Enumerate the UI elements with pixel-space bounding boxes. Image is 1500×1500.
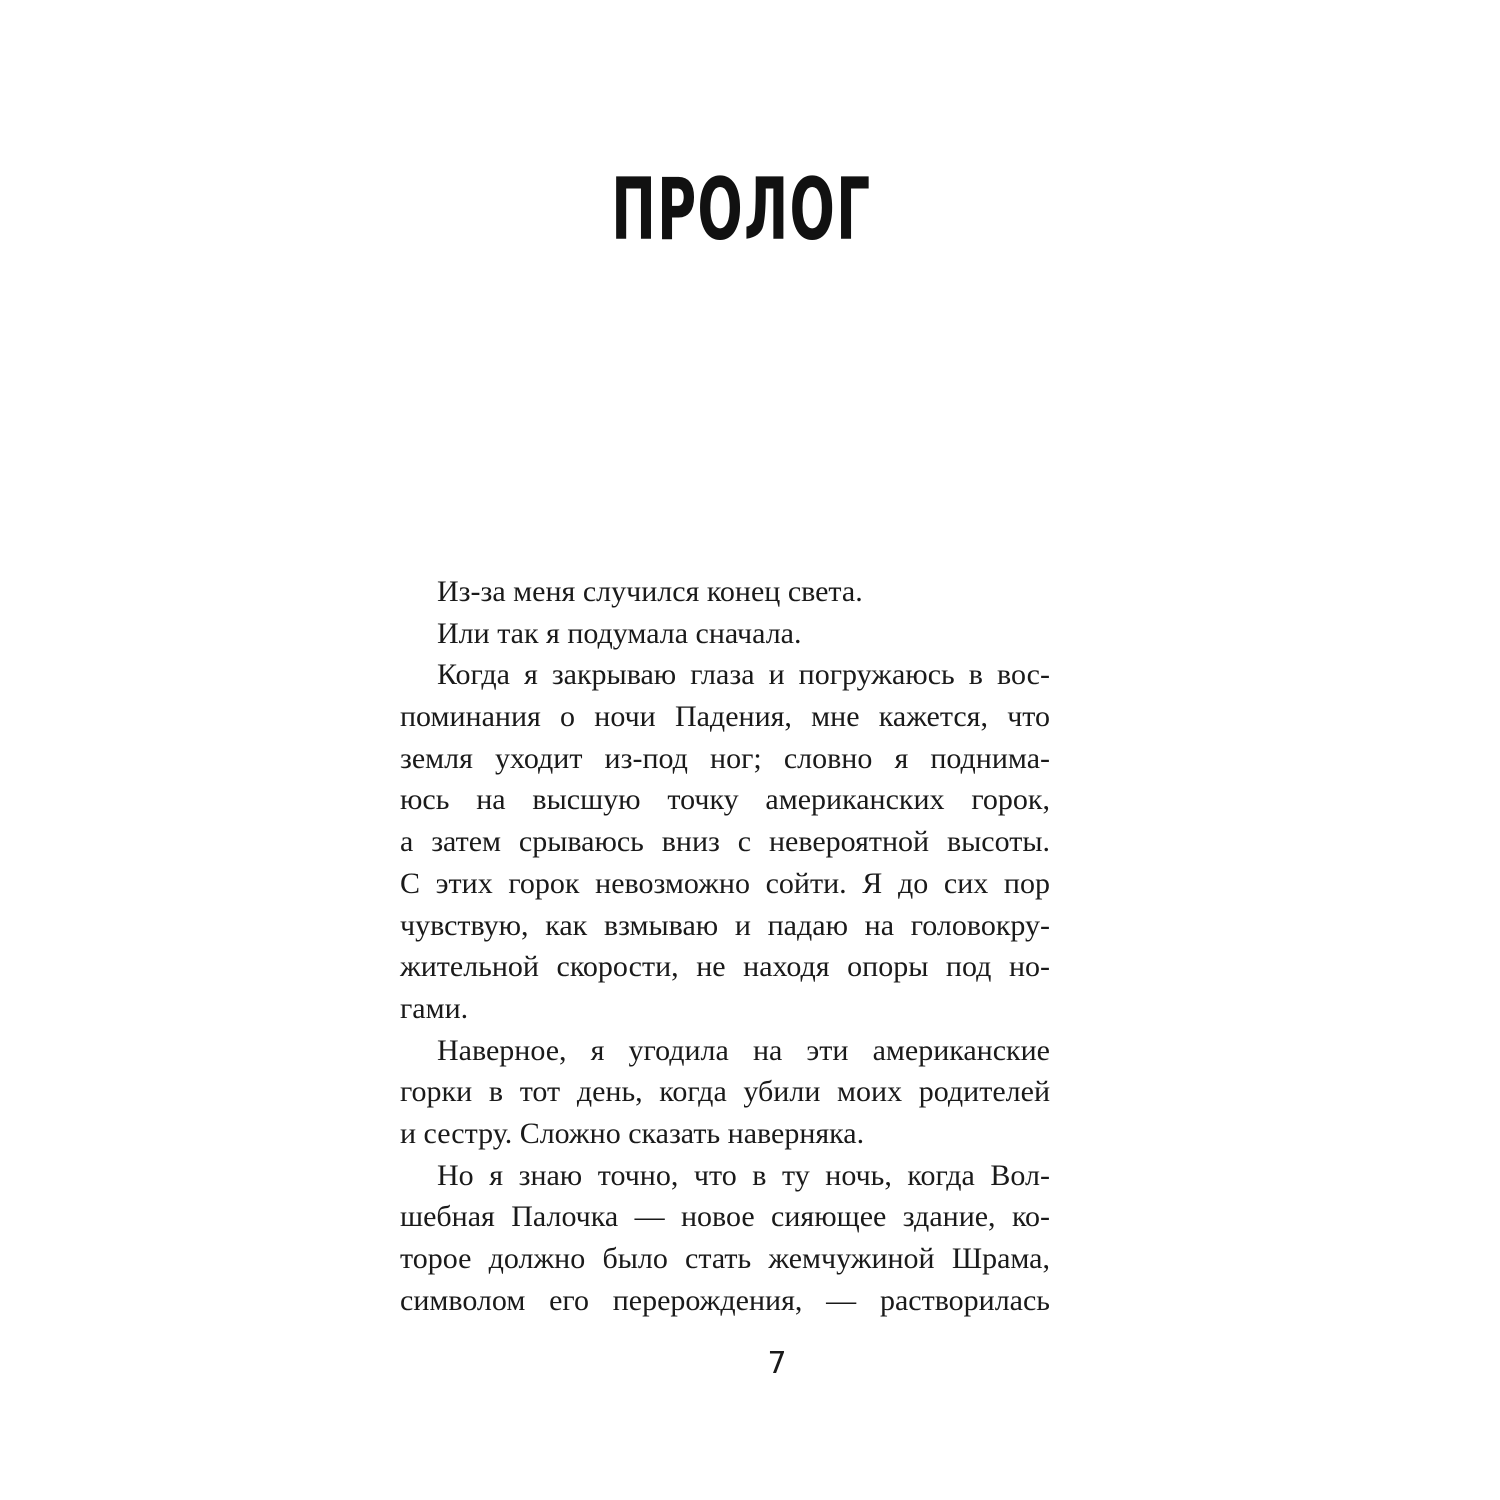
text-line: жительной скорости, не находя опоры под но- xyxy=(400,950,1050,984)
text-line: поминания о ночи Падения, мне кажется, что xyxy=(400,700,1050,734)
text-line: земля уходит из-под ног; словно я поднима- xyxy=(400,741,1050,775)
text-line: С этих горок невозможно сойти. Я до сих пор xyxy=(400,866,1050,900)
text-line: Или так я подумала сначала. xyxy=(437,616,802,650)
text-line: торое должно было стать жемчужиной Шрама, xyxy=(400,1242,1050,1275)
text-line: а затем срываюсь вниз с невероятной высоты. xyxy=(400,825,1050,859)
text-line: Наверное, я угодила на эти американские xyxy=(437,1033,1050,1067)
text-line: горки в тот день, когда убили моих родителей xyxy=(400,1075,1050,1109)
text-line: символом его перерождения, — растворилась xyxy=(400,1283,1050,1317)
text-line: чувствую, как взмываю и падаю на головокру- xyxy=(400,908,1050,942)
body-text xyxy=(400,571,1050,1321)
text-line: гами. xyxy=(400,991,469,1025)
text-line: и сестру. Сложно сказать наверняка. xyxy=(400,1116,865,1150)
text-line: Из-за меня случился конец света. xyxy=(437,575,863,608)
text-line: юсь на высшую точку американских горок, xyxy=(400,783,1050,817)
page-number-value: 7 xyxy=(767,1346,787,1381)
chapter-title: ПРОЛОГ xyxy=(611,160,872,260)
text-line: Когда я закрываю глаза и погружаюсь в вос- xyxy=(437,658,1050,692)
page-number xyxy=(0,1346,1450,1381)
text-line: Но я знаю точно, что в ту ночь, когда Вол- xyxy=(437,1158,1050,1192)
text-line: шебная Палочка — новое сияющее здание, ко- xyxy=(400,1200,1050,1234)
